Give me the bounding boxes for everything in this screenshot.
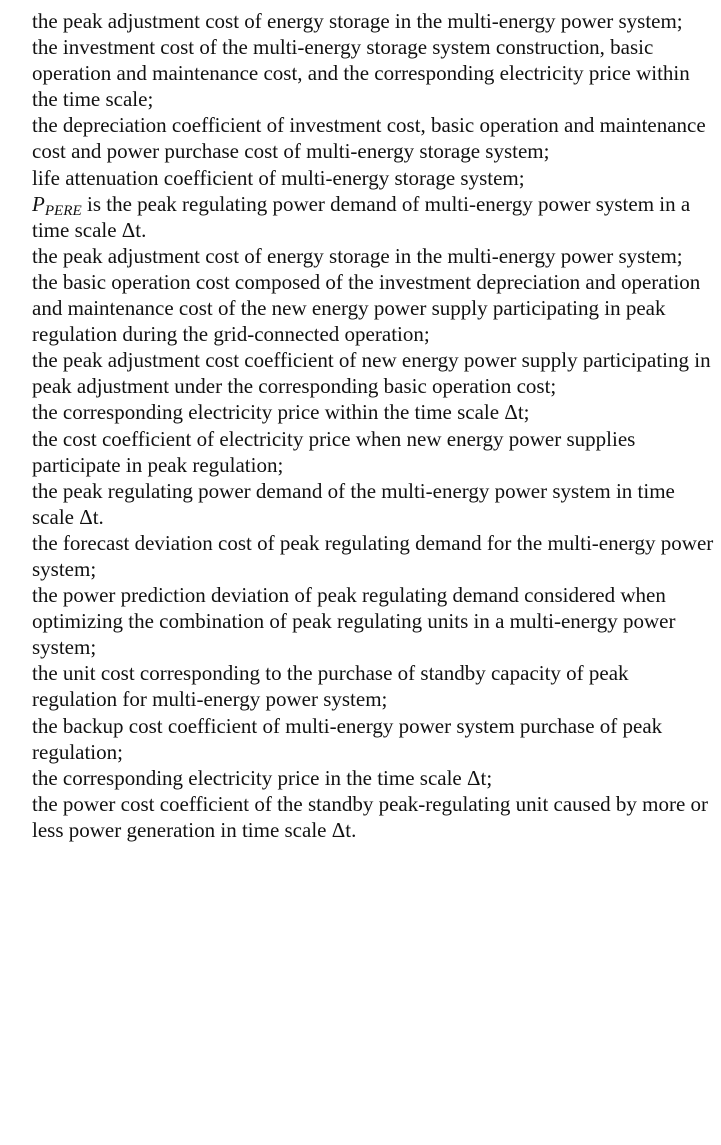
definition-item: the peak adjustment cost of energy storage in the multi-energy power system; (32, 9, 683, 33)
definition-item: the cost coefficient of electricity price when new energy power supplies participate in peak regulation; (32, 426, 636, 477)
definition-item: the investment cost of the multi-energy storage system construction, basic operation and maintenance cost, and the corresponding electricity price within the time scale; (32, 35, 690, 112)
symbol-p-pere (32, 191, 82, 219)
definition-item: life attenuation coefficient of multi-energy storage system; (32, 165, 525, 190)
definition-item: the corresponding electricity price within the time scale Δt; (32, 400, 530, 425)
definition-item: the peak regulating power demand of the multi-energy power system in time scale Δt. (32, 478, 675, 529)
definition-item: the unit cost corresponding to the purchase of standby capacity of peak regulation for multi-energy power system; (32, 661, 629, 712)
definition-item: the forecast deviation cost of peak regulating demand for the multi-energy power system; (32, 530, 714, 581)
symbol-main: P (32, 191, 45, 216)
definition-item: the depreciation coefficient of investment cost, basic operation and maintenance cost and power purchase cost of multi-energy storage system; (32, 113, 706, 164)
definition-item: the corresponding electricity price in the time scale Δt; (32, 765, 493, 790)
symbol-subscript: PERE (44, 202, 82, 219)
definition-item: the power cost coefficient of the standby peak-regulating unit caused by more or less power generation in time scale Δt. (32, 791, 709, 842)
definition-item: the peak adjustment cost of energy storage in the multi-energy power system; (32, 243, 683, 268)
definitions-list (32, 8, 718, 843)
definition-item: the backup cost coefficient of multi-energy power system purchase of peak regulation; (32, 713, 663, 764)
definition-item (32, 191, 718, 243)
definition-item: the basic operation cost composed of the investment depreciation and operation and maintenance cost of the new energy power supply participating in peak regulation during the grid-connected operation; (32, 269, 701, 347)
definition-text: is the peak regulating power demand of multi-energy power system in a time scale Δt. (32, 191, 691, 242)
definition-item: the peak adjustment cost coefficient of new energy power supply participating in peak adjustment under the corresponding basic operation cost; (32, 348, 711, 399)
definition-item: the power prediction deviation of peak regulating demand considered when optimizing the combination of peak regulating units in a multi-energy power system; (32, 583, 676, 660)
